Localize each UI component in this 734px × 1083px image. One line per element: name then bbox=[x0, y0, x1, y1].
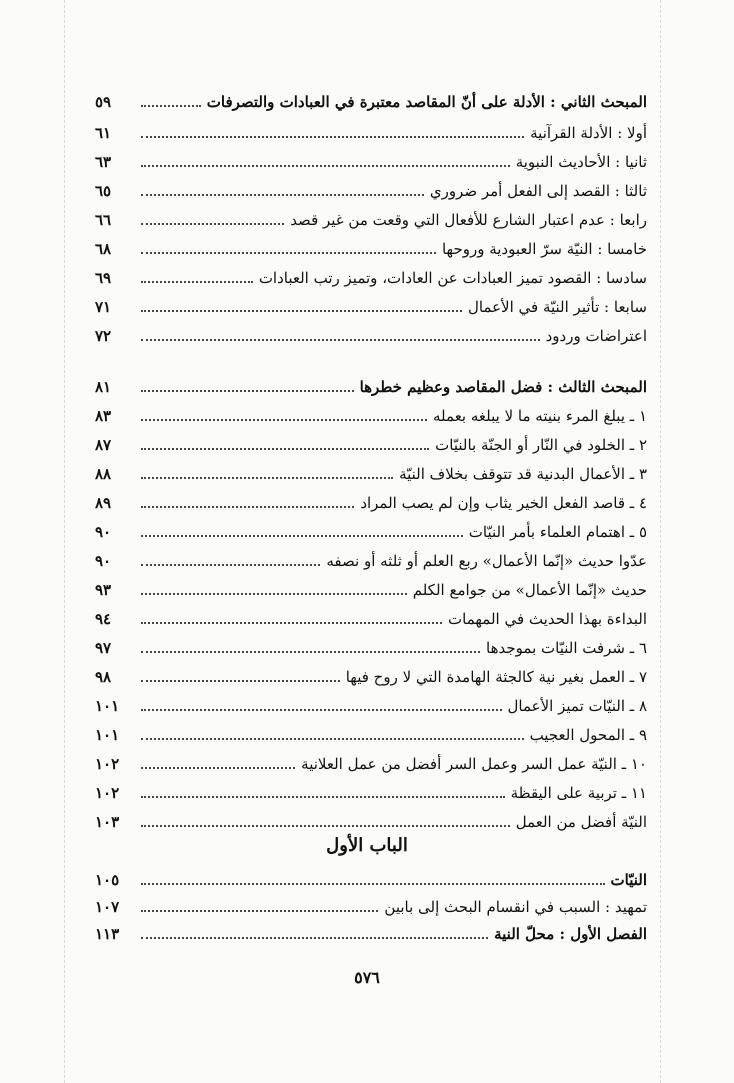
toc-entry-title: النيّات bbox=[610, 871, 647, 889]
toc-entry-title: ١١ ـ تربية على اليقظة bbox=[510, 784, 647, 802]
toc-entry bbox=[95, 518, 647, 546]
dot-leader bbox=[141, 384, 354, 392]
dot-leader bbox=[141, 790, 505, 798]
toc-entry bbox=[95, 866, 647, 894]
dot-leader bbox=[141, 616, 442, 624]
toc-entry bbox=[95, 547, 647, 575]
toc-entry bbox=[95, 322, 647, 350]
toc-entry bbox=[95, 750, 647, 778]
dot-leader bbox=[141, 413, 427, 421]
dot-leader bbox=[141, 674, 340, 682]
toc-entry-title: تمهيد : السبب في انقسام البحث إلى بابين bbox=[384, 898, 647, 916]
toc-entry-title: النيّة أفضل من العمل bbox=[515, 813, 647, 831]
toc-entry bbox=[95, 489, 647, 517]
toc-entry-page: ٧١ bbox=[95, 298, 112, 316]
toc-entry-page: ٦١ bbox=[95, 124, 112, 142]
toc-entry-page: ٦٨ bbox=[95, 240, 112, 258]
toc-entry bbox=[95, 119, 647, 147]
toc-entry-page: ٦٥ bbox=[95, 182, 112, 200]
toc-entry-title: البداءة بهذا الحديث في المهمات bbox=[448, 610, 647, 628]
toc-entry-page: ٩٧ bbox=[95, 639, 112, 657]
toc-entry-page: ٨١ bbox=[95, 378, 112, 396]
dot-leader bbox=[141, 761, 295, 769]
toc-entry bbox=[95, 293, 647, 321]
toc-entry-title: ٢ ـ الخلود في النّار أو الجنّة بالنيّات bbox=[435, 436, 647, 454]
toc-entry-title: حديث «إنّما الأعمال» من جوامع الكلم bbox=[412, 581, 647, 599]
dot-leader bbox=[141, 188, 424, 196]
margin-rule bbox=[660, 0, 661, 1083]
toc-entry-title: ١ ـ يبلغ المرء بنيته ما لا يبلغه بعمله bbox=[433, 407, 647, 425]
toc-entry-title: اعتراضات وردود bbox=[545, 327, 647, 345]
toc-entry bbox=[95, 692, 647, 720]
dot-leader bbox=[141, 159, 510, 167]
dot-leader bbox=[141, 471, 393, 479]
toc-entry bbox=[95, 373, 647, 401]
toc-entry-page: ٦٦ bbox=[95, 211, 112, 229]
toc-entry-page: ٦٣ bbox=[95, 153, 112, 171]
margin-rule bbox=[64, 0, 65, 1083]
toc-entry-title: ٥ ـ اهتمام العلماء بأمر النيّات bbox=[468, 523, 647, 541]
toc-entry-page: ١٠٣ bbox=[95, 813, 120, 831]
dot-leader bbox=[141, 442, 429, 450]
toc-entry bbox=[95, 663, 647, 691]
dot-leader bbox=[141, 529, 463, 537]
toc-entry bbox=[95, 779, 647, 807]
toc-entry bbox=[95, 605, 647, 633]
toc-entry-page: ١٠٢ bbox=[95, 755, 120, 773]
toc-entry-title: ٤ ـ قاصد الفعل الخير يثاب وإن لم يصب المراد bbox=[360, 494, 647, 512]
toc-entry-page: ٧٢ bbox=[95, 327, 112, 345]
dot-leader bbox=[141, 500, 354, 508]
toc-entry bbox=[95, 920, 647, 948]
dot-leader bbox=[141, 558, 320, 566]
toc-entry-page: ٨٩ bbox=[95, 494, 112, 512]
dot-leader bbox=[141, 931, 488, 939]
toc-entry-title: أولا : الأدلة القرآنية bbox=[530, 124, 647, 142]
dot-leader bbox=[141, 703, 502, 711]
toc-entry bbox=[95, 148, 647, 176]
toc-entry-title: خامسا : النيّة سرّ العبودية وروحها bbox=[441, 240, 647, 258]
dot-leader bbox=[141, 246, 436, 254]
page-number: ٥٧٦ bbox=[354, 968, 380, 987]
toc-entry bbox=[95, 634, 647, 662]
toc-entry-title: المبحث الثاني : الأدلة على أنّ المقاصد معتبرة في العبادات والتصرفات bbox=[206, 93, 647, 111]
toc-entry-page: ٩٨ bbox=[95, 668, 112, 686]
toc-entry-title: رابعا : عدم اعتبار الشارع للأفعال التي وقعت من غير قصد bbox=[290, 211, 647, 229]
toc-entry bbox=[95, 460, 647, 488]
toc-entry-title: ثالثا : القصد إلى الفعل أمر ضروري bbox=[429, 182, 647, 200]
toc-entry bbox=[95, 177, 647, 205]
toc-entry-title: ٦ ـ شرفت النيّات بموجدها bbox=[486, 639, 647, 657]
dot-leader bbox=[141, 587, 407, 595]
toc-entry-page: ١٠٥ bbox=[95, 871, 120, 889]
toc-entry-page: ٩٠ bbox=[95, 552, 112, 570]
toc-entry-title: الفصل الأول : محلّ النية bbox=[494, 925, 647, 943]
toc-entry-page: ١١٣ bbox=[95, 925, 120, 943]
toc-entry bbox=[95, 402, 647, 430]
toc-entry-title: ١٠ ـ النيّة عمل السر وعمل السر أفضل من عمل العلانية bbox=[301, 755, 647, 773]
dot-leader bbox=[141, 275, 253, 283]
dot-leader bbox=[141, 304, 462, 312]
toc-entry-title: ٧ ـ العمل بغير نية كالجثة الهامدة التي لا روح فيها bbox=[345, 668, 647, 686]
dot-leader bbox=[141, 877, 605, 885]
toc-entry-title: ٣ ـ الأعمال البدنية قد تتوقف بخلاف النيّة bbox=[399, 465, 647, 483]
toc-entry bbox=[95, 88, 647, 116]
toc-entry bbox=[95, 264, 647, 292]
toc-entry bbox=[95, 721, 647, 749]
toc-entry-page: ٩٠ bbox=[95, 523, 112, 541]
toc-entry-page: ٥٩ bbox=[95, 93, 112, 111]
toc-entry-title: ٩ ـ المحول العجيب bbox=[529, 726, 647, 744]
toc-entry bbox=[95, 206, 647, 234]
toc-entry-title: عدّوا حديث «إنّما الأعمال» ربع العلم أو ثلثه أو نصفه bbox=[326, 552, 647, 570]
toc-entry-title: المبحث الثالث : فضل المقاصد وعظيم خطرها bbox=[359, 378, 647, 396]
toc-entry-title: ثانيا : الأحاديث النبوية bbox=[515, 153, 647, 171]
toc-entry-page: ٩٤ bbox=[95, 610, 112, 628]
dot-leader bbox=[141, 819, 510, 827]
part-title: الباب الأول bbox=[326, 835, 408, 856]
toc-entry-title: ٨ ـ النيّات تميز الأعمال bbox=[507, 697, 647, 715]
toc-entry-page: ١٠١ bbox=[95, 726, 120, 744]
dot-leader bbox=[141, 645, 480, 653]
toc-entry-page: ٨٨ bbox=[95, 465, 112, 483]
toc-entry-page: ٨٣ bbox=[95, 407, 112, 425]
toc-entry bbox=[95, 576, 647, 604]
toc-entry bbox=[95, 808, 647, 836]
toc-entry bbox=[95, 893, 647, 921]
toc-entry-title: سابعا : تأثير النيّة في الأعمال bbox=[467, 298, 647, 316]
toc-entry bbox=[95, 235, 647, 263]
dot-leader bbox=[141, 333, 540, 341]
toc-entry-page: ٩٣ bbox=[95, 581, 112, 599]
dot-leader bbox=[141, 130, 524, 138]
dot-leader bbox=[141, 732, 524, 740]
dot-leader bbox=[141, 99, 201, 107]
toc-entry-page: ٨٧ bbox=[95, 436, 112, 454]
toc-entry-title: سادسا : القصود تميز العبادات عن العادات، وتميز رتب العبادات bbox=[258, 269, 647, 287]
toc-entry-page: ٦٩ bbox=[95, 269, 112, 287]
dot-leader bbox=[141, 904, 378, 912]
toc-entry-page: ١٠١ bbox=[95, 697, 120, 715]
toc-entry-page: ١٠٧ bbox=[95, 898, 120, 916]
toc-entry bbox=[95, 431, 647, 459]
dot-leader bbox=[141, 217, 284, 225]
toc-entry-page: ١٠٢ bbox=[95, 784, 120, 802]
